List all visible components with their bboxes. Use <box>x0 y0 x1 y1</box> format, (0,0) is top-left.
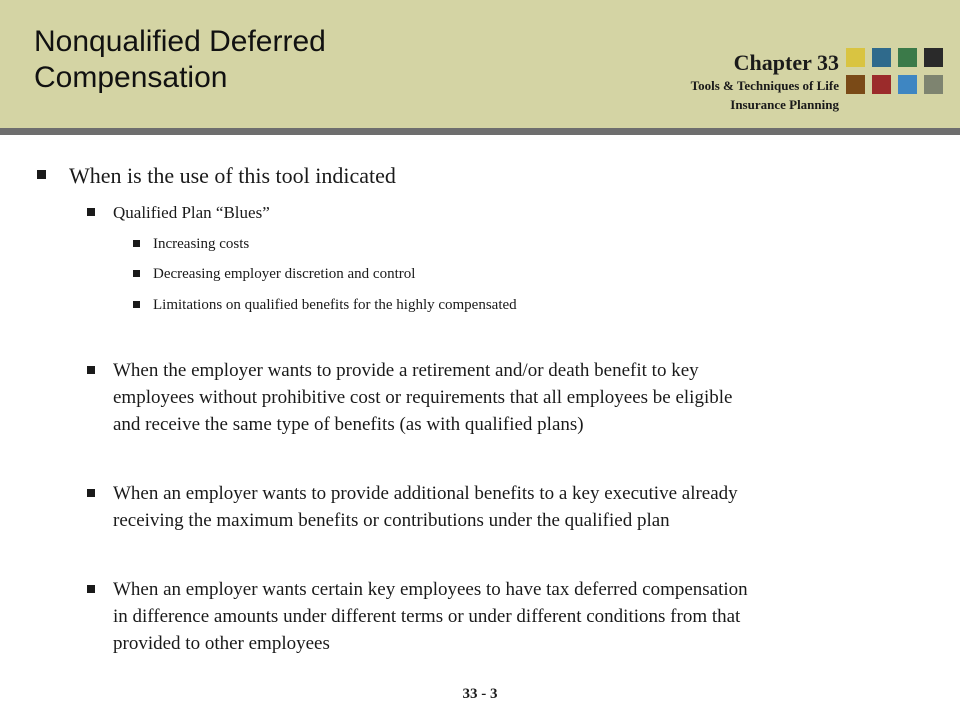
point-line: When an employer wants certain key employees to have tax deferred compensation <box>113 579 748 600</box>
sub-bullet-text: Qualified Plan “Blues” <box>113 203 270 222</box>
point-line: provided to other employees <box>113 633 330 654</box>
point-text <box>113 576 748 657</box>
point-line: in difference amounts under different terms or under different conditions from that <box>113 606 741 627</box>
point-line: and receive the same type of benefits (as with qualified plans) <box>113 414 584 435</box>
point-line: employees without prohibitive cost or requirements that all employees be eligible <box>113 387 733 408</box>
main-bullet-text: When is the use of this tool indicated <box>69 163 396 188</box>
bullet-marker <box>87 208 95 216</box>
list-item-text: Increasing costs <box>153 236 250 252</box>
chapter-subtitle-line-1: Tools & Techniques of Life <box>690 78 839 93</box>
bullet-marker <box>37 170 46 179</box>
bullet-marker <box>133 240 140 247</box>
point-text <box>113 357 732 438</box>
title-line-2: Compensation <box>34 61 228 94</box>
page-number: 33 - 3 <box>462 686 498 702</box>
bullet-marker <box>87 489 95 497</box>
chapter-subtitle-line-2: Insurance Planning <box>730 97 839 112</box>
list-item-text: Decreasing employer discretion and control <box>153 266 416 282</box>
point-text <box>113 480 738 534</box>
bullet-marker <box>87 366 95 374</box>
point-line: receiving the maximum benefits or contributions under the qualified plan <box>113 510 670 531</box>
point-line: When the employer wants to provide a retirement and/or death benefit to key <box>113 360 699 381</box>
list-item-text: Limitations on qualified benefits for the highly compensated <box>153 297 517 313</box>
chapter-title: Chapter 33 <box>733 50 839 75</box>
bullet-marker <box>87 585 95 593</box>
point-line: When an employer wants to provide additional benefits to a key executive already <box>113 483 738 504</box>
title-line-1: Nonqualified Deferred <box>34 25 326 58</box>
bullet-marker <box>133 301 140 308</box>
bullet-marker <box>133 270 140 277</box>
